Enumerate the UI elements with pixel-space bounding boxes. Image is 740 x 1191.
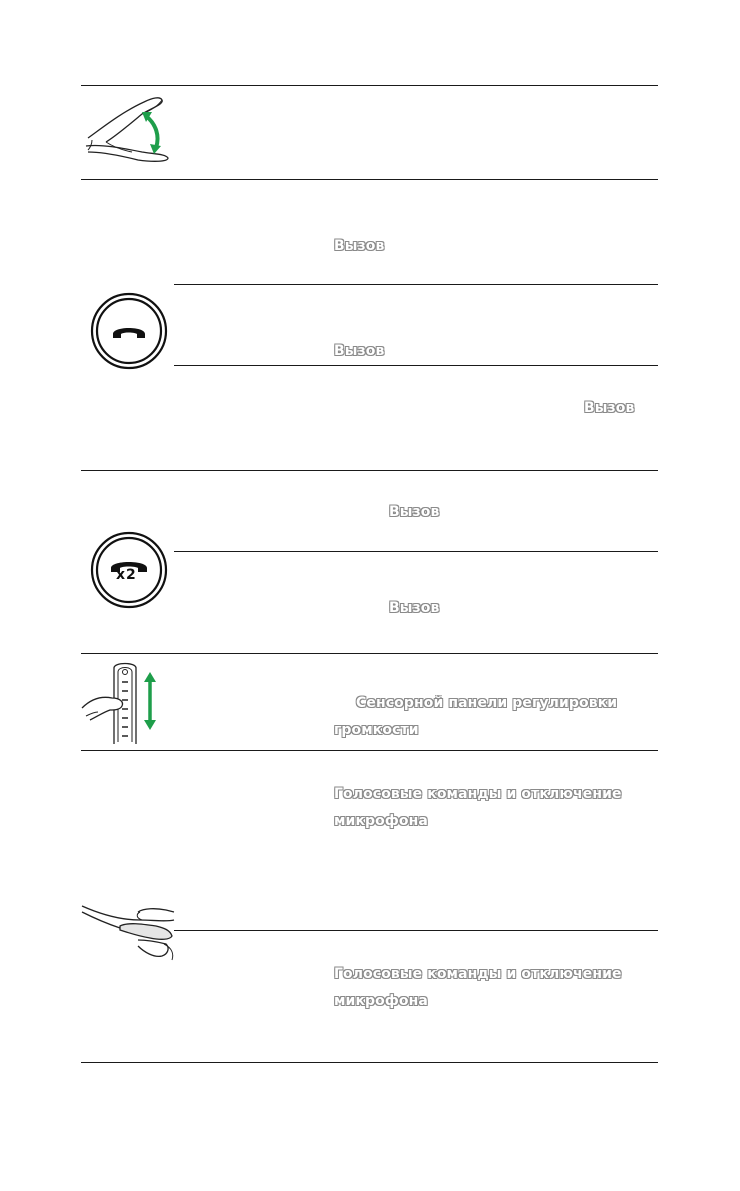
divider [174,365,658,366]
volume-label-line1: Сенсорной панели регулировки [356,695,618,711]
call-button-icon [90,292,168,370]
call-button-label: Вызов [334,343,385,359]
divider [81,470,658,471]
voice-mute-label-line2: микрофона [334,813,428,829]
call-button-label: Вызов [584,400,635,416]
headset-boom-rotate-icon [82,94,174,168]
call-button-label: Вызов [389,504,440,520]
divider [81,85,658,86]
divider [174,930,658,931]
volume-label-line2: громкости [334,722,419,738]
double-press-badge: x2 [116,567,137,583]
divider [81,750,658,751]
divider [174,284,658,285]
call-button-label: Вызов [334,238,385,254]
volume-touch-panel-icon [80,658,170,746]
divider [81,1062,658,1063]
divider [81,179,658,180]
voice-mute-label-line1: Голосовые команды и отключение [334,786,622,802]
voice-mute-label-line1: Голосовые команды и отключение [334,966,622,982]
call-button-label: Вызов [389,600,440,616]
voice-mute-label-line2: микрофона [334,993,428,1009]
hand-press-headset-icon [80,900,176,962]
divider [81,653,658,654]
divider [174,551,658,552]
